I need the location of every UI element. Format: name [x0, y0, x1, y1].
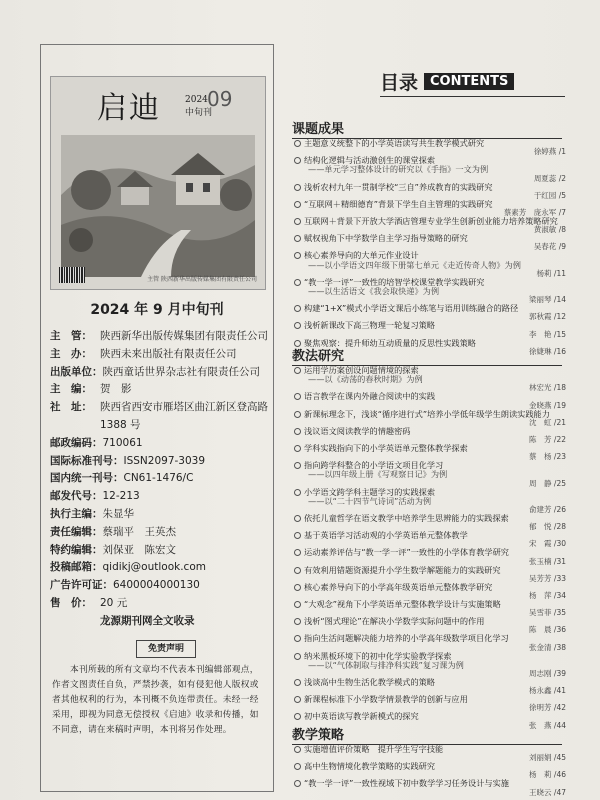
- toc-entry-title: 新课程标准下小学数学情景教学的创新与应用: [304, 694, 468, 705]
- cover-logo: 启迪: [97, 91, 161, 126]
- toc-entry-title: 浅析农村九年一贯制学校“三自”养成教育的实践研究: [304, 181, 493, 192]
- info-key: 社 址：: [50, 401, 92, 414]
- toc-entry-title: 指向跨学科整合的小学语文项目化学习: [304, 460, 444, 471]
- info-key: 主 管：: [50, 330, 92, 342]
- toc-entry-title: 依托儿童哲学在语文教学中培养学生思辨能力的实践探索: [304, 513, 509, 524]
- info-value: 12-213: [102, 490, 140, 503]
- toc-entry[interactable]: [292, 444, 566, 461]
- toc-entry-title: 浅析新课改下高三物理一轮复习策略: [304, 320, 436, 331]
- toc-entry[interactable]: [292, 278, 566, 304]
- toc-divider: [380, 96, 565, 97]
- toc-entry-author-page: 沈 虹 /21: [529, 417, 566, 427]
- info-key: 邮发代号：: [50, 490, 103, 503]
- toc-entry-author-page: 宋 霞 /30: [529, 539, 566, 549]
- cover-thumbnail: [50, 76, 266, 290]
- toc-entry-author-page: 周 静 /25: [529, 478, 566, 488]
- toc-entry-subtitle: ——以四年级上册《写观察日记》为例: [308, 469, 448, 480]
- toc-entry-author-page: 李 艳 /15: [529, 329, 566, 339]
- info-value: 刘保亚 陈宏文: [102, 543, 176, 556]
- info-row: [50, 470, 270, 488]
- info-row: [50, 381, 270, 399]
- toc-entry-author-page: 金晓燕 /19: [529, 400, 566, 410]
- toc-entry-title: 语言教学在课内外融合阅读中的实践: [304, 391, 436, 402]
- info-row: [50, 506, 270, 524]
- toc-entry[interactable]: [292, 652, 566, 678]
- toc-entry-author-page: 周志刚 /39: [529, 669, 566, 679]
- info-row: [50, 328, 270, 346]
- toc-entry[interactable]: [292, 779, 566, 796]
- toc-entry-title: 聚焦观察：提升师幼互动质量的反思性实践策略: [304, 337, 476, 348]
- info-key: 责任编辑：: [50, 525, 103, 538]
- toc-entry-title: “大观念”视角下小学英语单元整体教学设计与实施策略: [304, 599, 501, 610]
- info-row: [50, 524, 270, 542]
- info-key: 主 编：: [50, 383, 92, 396]
- toc-entry-author-page: 王晓云 /47: [529, 787, 566, 797]
- toc-entry-title: 实施增值评价策略 提升学生写字技能: [304, 744, 444, 754]
- toc-entry[interactable]: [292, 514, 566, 531]
- toc-entry-title: “教一学一评”一致性的培智学校课堂教学实践研究: [304, 276, 485, 287]
- toc-entry-subtitle: ——以“二十四节气诗词”活动为例: [308, 495, 432, 506]
- barcode-icon: [59, 267, 85, 283]
- toc-entry-author-page: 郁 悦 /28: [529, 522, 566, 532]
- toc-entry-author-page: 刘丽娟 /45: [529, 753, 566, 763]
- circle-bullet-icon: [294, 618, 301, 625]
- toc-entry-title: 运用学历案创设问题情境的探索: [304, 365, 419, 375]
- circle-bullet-icon: [294, 780, 301, 787]
- toc-title-en: CONTENTS: [424, 73, 514, 90]
- toc-entry-title: 浅议语文阅读教学的情趣密码: [304, 425, 411, 436]
- info-key: 投稿邮箱：: [50, 561, 103, 574]
- info-key: 主 办：: [50, 347, 92, 360]
- toc-entry-author-page: 吴春花 /9: [533, 242, 566, 252]
- toc-entry-title: 指向生活问题解决能力培养的小学高年级数学项目化学习: [304, 633, 509, 644]
- toc-entry-author-page: 林宏光 /18: [529, 383, 566, 393]
- info-row: [50, 346, 270, 364]
- toc-entry[interactable]: [292, 695, 566, 712]
- info-key: 广告许可证：: [50, 579, 113, 592]
- toc-entry-author-page: 吴雪菲 /35: [529, 608, 566, 618]
- info-value: 贺 影: [100, 383, 132, 396]
- toc-entry-title: 核心素养导向的大单元作业设计: [304, 250, 419, 261]
- toc-section-title: 教法研究: [292, 345, 562, 366]
- circle-bullet-icon: [294, 696, 301, 703]
- masthead-info: [50, 328, 270, 631]
- toc-entry[interactable]: [292, 531, 566, 548]
- toc-entry-author-page: 周夏蕊 /2: [533, 173, 566, 183]
- toc-entry-title: 纳米黑板环境下的初中化学实验教学探索: [304, 650, 452, 661]
- info-value: 6400004000130: [113, 579, 200, 592]
- circle-bullet-icon: [294, 462, 301, 469]
- toc-entry-title: 新课标理念下，浅谈“循序进行式”培养小学低年级学生朗读实践能力: [304, 408, 550, 419]
- toc-entry-title: 高中生物情境化教学策略的实践研究: [304, 761, 436, 772]
- toc-entry-title: “互联网＋精细德育”背景下学生自主管理的实践研究: [304, 198, 493, 209]
- info-key: 邮政编码：: [50, 436, 103, 449]
- circle-bullet-icon: [294, 252, 301, 259]
- toc-entry[interactable]: [292, 156, 566, 182]
- info-row: [50, 399, 270, 435]
- toc-header: [380, 68, 514, 95]
- toc-entry[interactable]: [292, 410, 566, 427]
- info-value: 龙源期刊网全文收录: [100, 614, 195, 627]
- toc-entry-author-page: 徐婷燕 /1: [533, 147, 566, 157]
- toc-entry-title: 互联网＋背景下开放大学酒店管理专业学生创新创业能力培养策略研究: [304, 216, 558, 227]
- toc-section-teaching-strategies: [292, 720, 566, 797]
- circle-bullet-icon: [294, 367, 301, 374]
- toc-entry-title: “教一学一评”一致性视域下初中数学学习任务设计与实施: [304, 778, 509, 789]
- info-key: 售 价：: [50, 596, 92, 609]
- circle-bullet-icon: [294, 411, 301, 418]
- info-value: 陕西童话世界杂志社有限责任公司: [102, 365, 260, 378]
- toc-entry[interactable]: [292, 548, 566, 565]
- toc-entry-title: 学科实践指向下的小学英语单元整体教学探索: [304, 443, 468, 454]
- toc-entry-author-page: 蔡素芳 庞永军 /7: [503, 208, 566, 218]
- toc-entry[interactable]: [292, 461, 566, 487]
- toc-entry-author-page: 梁丽琴 /14: [529, 295, 566, 305]
- toc-entry-title: 浅谈高中生物生活化教学模式的策略: [304, 677, 436, 688]
- circle-bullet-icon: [294, 305, 301, 312]
- info-value: CN61-1476/C: [123, 472, 194, 485]
- toc-entry-subtitle: ——以生活语文《我会取快递》为例: [308, 286, 440, 297]
- toc-entry[interactable]: [292, 366, 566, 392]
- info-row: [50, 542, 270, 560]
- info-key: 特约编辑：: [50, 543, 103, 556]
- toc-entry-title: 初中英语读写教学新模式的探究: [304, 711, 419, 722]
- info-value: qidikj@outlook.com: [102, 561, 206, 574]
- toc-entry[interactable]: [292, 745, 566, 762]
- toc-entry-author-page: 蔡 杨 /23: [529, 452, 566, 462]
- edition-label: 2024 年 9 月中旬刊: [90, 302, 224, 318]
- cover-year: 2024 中旬刊: [185, 95, 213, 118]
- toc-entry[interactable]: [292, 392, 566, 409]
- toc-section-title: 课题成果: [292, 118, 562, 139]
- toc-entry[interactable]: [292, 566, 566, 583]
- toc-entry-title: 基于英语学习活动观的小学英语单元整体教学: [304, 530, 468, 541]
- info-value: ISSN2097-3039: [123, 454, 206, 467]
- circle-bullet-icon: [294, 235, 301, 242]
- info-value: 朱显华: [102, 507, 134, 520]
- info-row: [50, 613, 270, 631]
- info-row: [50, 435, 270, 453]
- toc-entry-author-page: 陈 芳 /22: [529, 435, 566, 445]
- circle-bullet-icon: [294, 679, 301, 686]
- disclaimer-title: 免责声明: [136, 640, 196, 658]
- toc-entry[interactable]: [292, 321, 566, 338]
- cover-publisher-line: 主管 陕西新华出版传媒集团有限责任公司: [147, 276, 257, 283]
- toc-entry-title: 构建“1+X”模式小学语文课后小练笔与语用训练融合的路径: [304, 303, 519, 314]
- circle-bullet-icon: [294, 428, 301, 435]
- toc-entry[interactable]: [292, 251, 566, 277]
- info-row: [50, 595, 270, 613]
- toc-entry[interactable]: [292, 634, 566, 651]
- info-row: [50, 364, 270, 382]
- disclaimer-text: 本刊所载的所有文章均不代表本刊编辑部观点，作者文图责任自负，严禁抄袭，如有侵犯他人版权或者其他权利的行为，本刊概不负连带责任。未经一经采用，即视为同意无偿授权《启迪》收录和传播，如不同意，请在来稿时声明，本刊将另作处理。: [52, 665, 259, 735]
- circle-bullet-icon: [294, 549, 301, 556]
- circle-bullet-icon: [294, 515, 301, 522]
- toc-section-title: 教学策略: [292, 724, 562, 745]
- toc-entry-author-page: 张金清 /38: [529, 642, 566, 652]
- info-row: [50, 559, 270, 577]
- toc-title-zh: 目录: [380, 72, 419, 94]
- toc-entry-title: 核心素养导向下的小学高年级英语单元整体教学研究: [304, 581, 493, 592]
- info-value: 陕西新华出版传媒集团有限责任公司: [100, 330, 268, 342]
- info-value: 20 元: [100, 596, 128, 609]
- toc-entry-title: 运动素养评估与“教一学一评”一致性的小学体育教学研究: [304, 547, 509, 558]
- circle-bullet-icon: [294, 201, 301, 208]
- toc-entry[interactable]: [292, 583, 566, 600]
- toc-section-teaching-methods: [292, 345, 566, 730]
- toc-entry-title: 主题意义统整下的小学英语读写共生教学模式研究: [304, 138, 485, 148]
- toc-entry-author-page: 徐婕琳 /16: [529, 346, 566, 356]
- info-key: 出版单位：: [50, 365, 103, 378]
- toc-entry-author-page: 杨莉 /11: [536, 268, 566, 278]
- circle-bullet-icon: [294, 184, 301, 191]
- circle-bullet-icon: [294, 393, 301, 400]
- circle-bullet-icon: [294, 445, 301, 452]
- toc-entry[interactable]: [292, 427, 566, 444]
- toc-entry-author-page: 杨永鑫 /41: [529, 686, 566, 696]
- toc-entry-subtitle: ——以“气体制取与排净科实践”复习课为例: [308, 659, 464, 670]
- toc-entry-author-page: 黄淑敏 /8: [533, 225, 566, 235]
- toc-entry-author-page: 陈 晨 /36: [529, 625, 566, 635]
- toc-entry-author-page: 俞建芳 /26: [529, 505, 566, 515]
- toc-entry-subtitle: ——以《动荡的春秋时期》为例: [308, 374, 423, 385]
- toc-entry-title: 有效利用错题资源提升小学生数学解题能力的实践研究: [304, 564, 501, 575]
- cover-month: 09: [207, 87, 233, 111]
- toc-entry-title: 结构化逻辑与活动激创生的课堂探索: [304, 155, 436, 166]
- circle-bullet-icon: [294, 635, 301, 642]
- info-key: 执行主编：: [50, 507, 103, 520]
- circle-bullet-icon: [294, 489, 301, 496]
- circle-bullet-icon: [294, 713, 301, 720]
- toc-entry[interactable]: [292, 488, 566, 514]
- circle-bullet-icon: [294, 157, 301, 164]
- info-value: 陕西省西安市雁塔区曲江新区登高路 1388 号: [100, 401, 268, 431]
- toc-entry-author-page: 张 燕 /44: [529, 720, 566, 730]
- circle-bullet-icon: [294, 532, 301, 539]
- circle-bullet-icon: [294, 746, 301, 753]
- info-row: [50, 488, 270, 506]
- toc-entry-author-page: 杨 萍 /34: [529, 591, 566, 601]
- circle-bullet-icon: [294, 653, 301, 660]
- toc-entry[interactable]: [292, 600, 566, 617]
- toc-entry-author-page: 郭秋霞 /12: [529, 312, 566, 322]
- toc-entry-author-page: 杨 莉 /46: [529, 770, 566, 780]
- circle-bullet-icon: [294, 218, 301, 225]
- village-scene-image: [61, 135, 255, 277]
- toc-entry-subtitle: ——单元学习整体设计的研究以《手指》一文为例: [308, 164, 489, 175]
- toc-entry-author-page: 张玉楠 /31: [529, 556, 566, 566]
- toc-entry-author-page: 吴芳芳 /33: [529, 573, 566, 583]
- toc-entry[interactable]: [292, 217, 566, 234]
- info-row: [50, 453, 270, 471]
- toc-entry[interactable]: [292, 678, 566, 695]
- toc-entry[interactable]: [292, 139, 566, 156]
- circle-bullet-icon: [294, 763, 301, 770]
- toc-entry-author-page: 徐明芳 /42: [529, 703, 566, 713]
- toc-entry[interactable]: [292, 183, 566, 200]
- toc-entry-author-page: 于红园 /5: [533, 190, 566, 200]
- toc-section-research-results: [292, 118, 566, 356]
- toc-entry[interactable]: [292, 762, 566, 779]
- toc-entry[interactable]: [292, 304, 566, 321]
- toc-entry-title: 赋权视角下中学数学自主学习指导策略的研究: [304, 233, 468, 244]
- info-key: [50, 613, 100, 631]
- info-value: 蔡瑞平 王英杰: [102, 525, 176, 538]
- info-value: 710061: [102, 436, 143, 449]
- info-key: 国际标准刊号：: [50, 454, 124, 467]
- info-row: [50, 577, 270, 595]
- circle-bullet-icon: [294, 601, 301, 608]
- circle-bullet-icon: [294, 279, 301, 286]
- circle-bullet-icon: [294, 322, 301, 329]
- circle-bullet-icon: [294, 140, 301, 147]
- circle-bullet-icon: [294, 567, 301, 574]
- toc-entry-subtitle: ——以小学语文四年级下册第七单元《走近传奇人物》为例: [308, 259, 521, 270]
- toc-entry[interactable]: [292, 234, 566, 251]
- info-value: 陕西未来出版社有限责任公司: [100, 347, 237, 360]
- toc-entry[interactable]: [292, 617, 566, 634]
- toc-entry-title: 小学语文跨学科主题学习的实践探索: [304, 486, 436, 497]
- info-key: 国内统一刊号：: [50, 472, 124, 485]
- cover-illustration: [61, 135, 255, 277]
- circle-bullet-icon: [294, 584, 301, 591]
- toc-entry-title: 浅析“图式理论”在解决小学数学实际问题中的作用: [304, 616, 485, 627]
- toc-entry[interactable]: [292, 200, 566, 217]
